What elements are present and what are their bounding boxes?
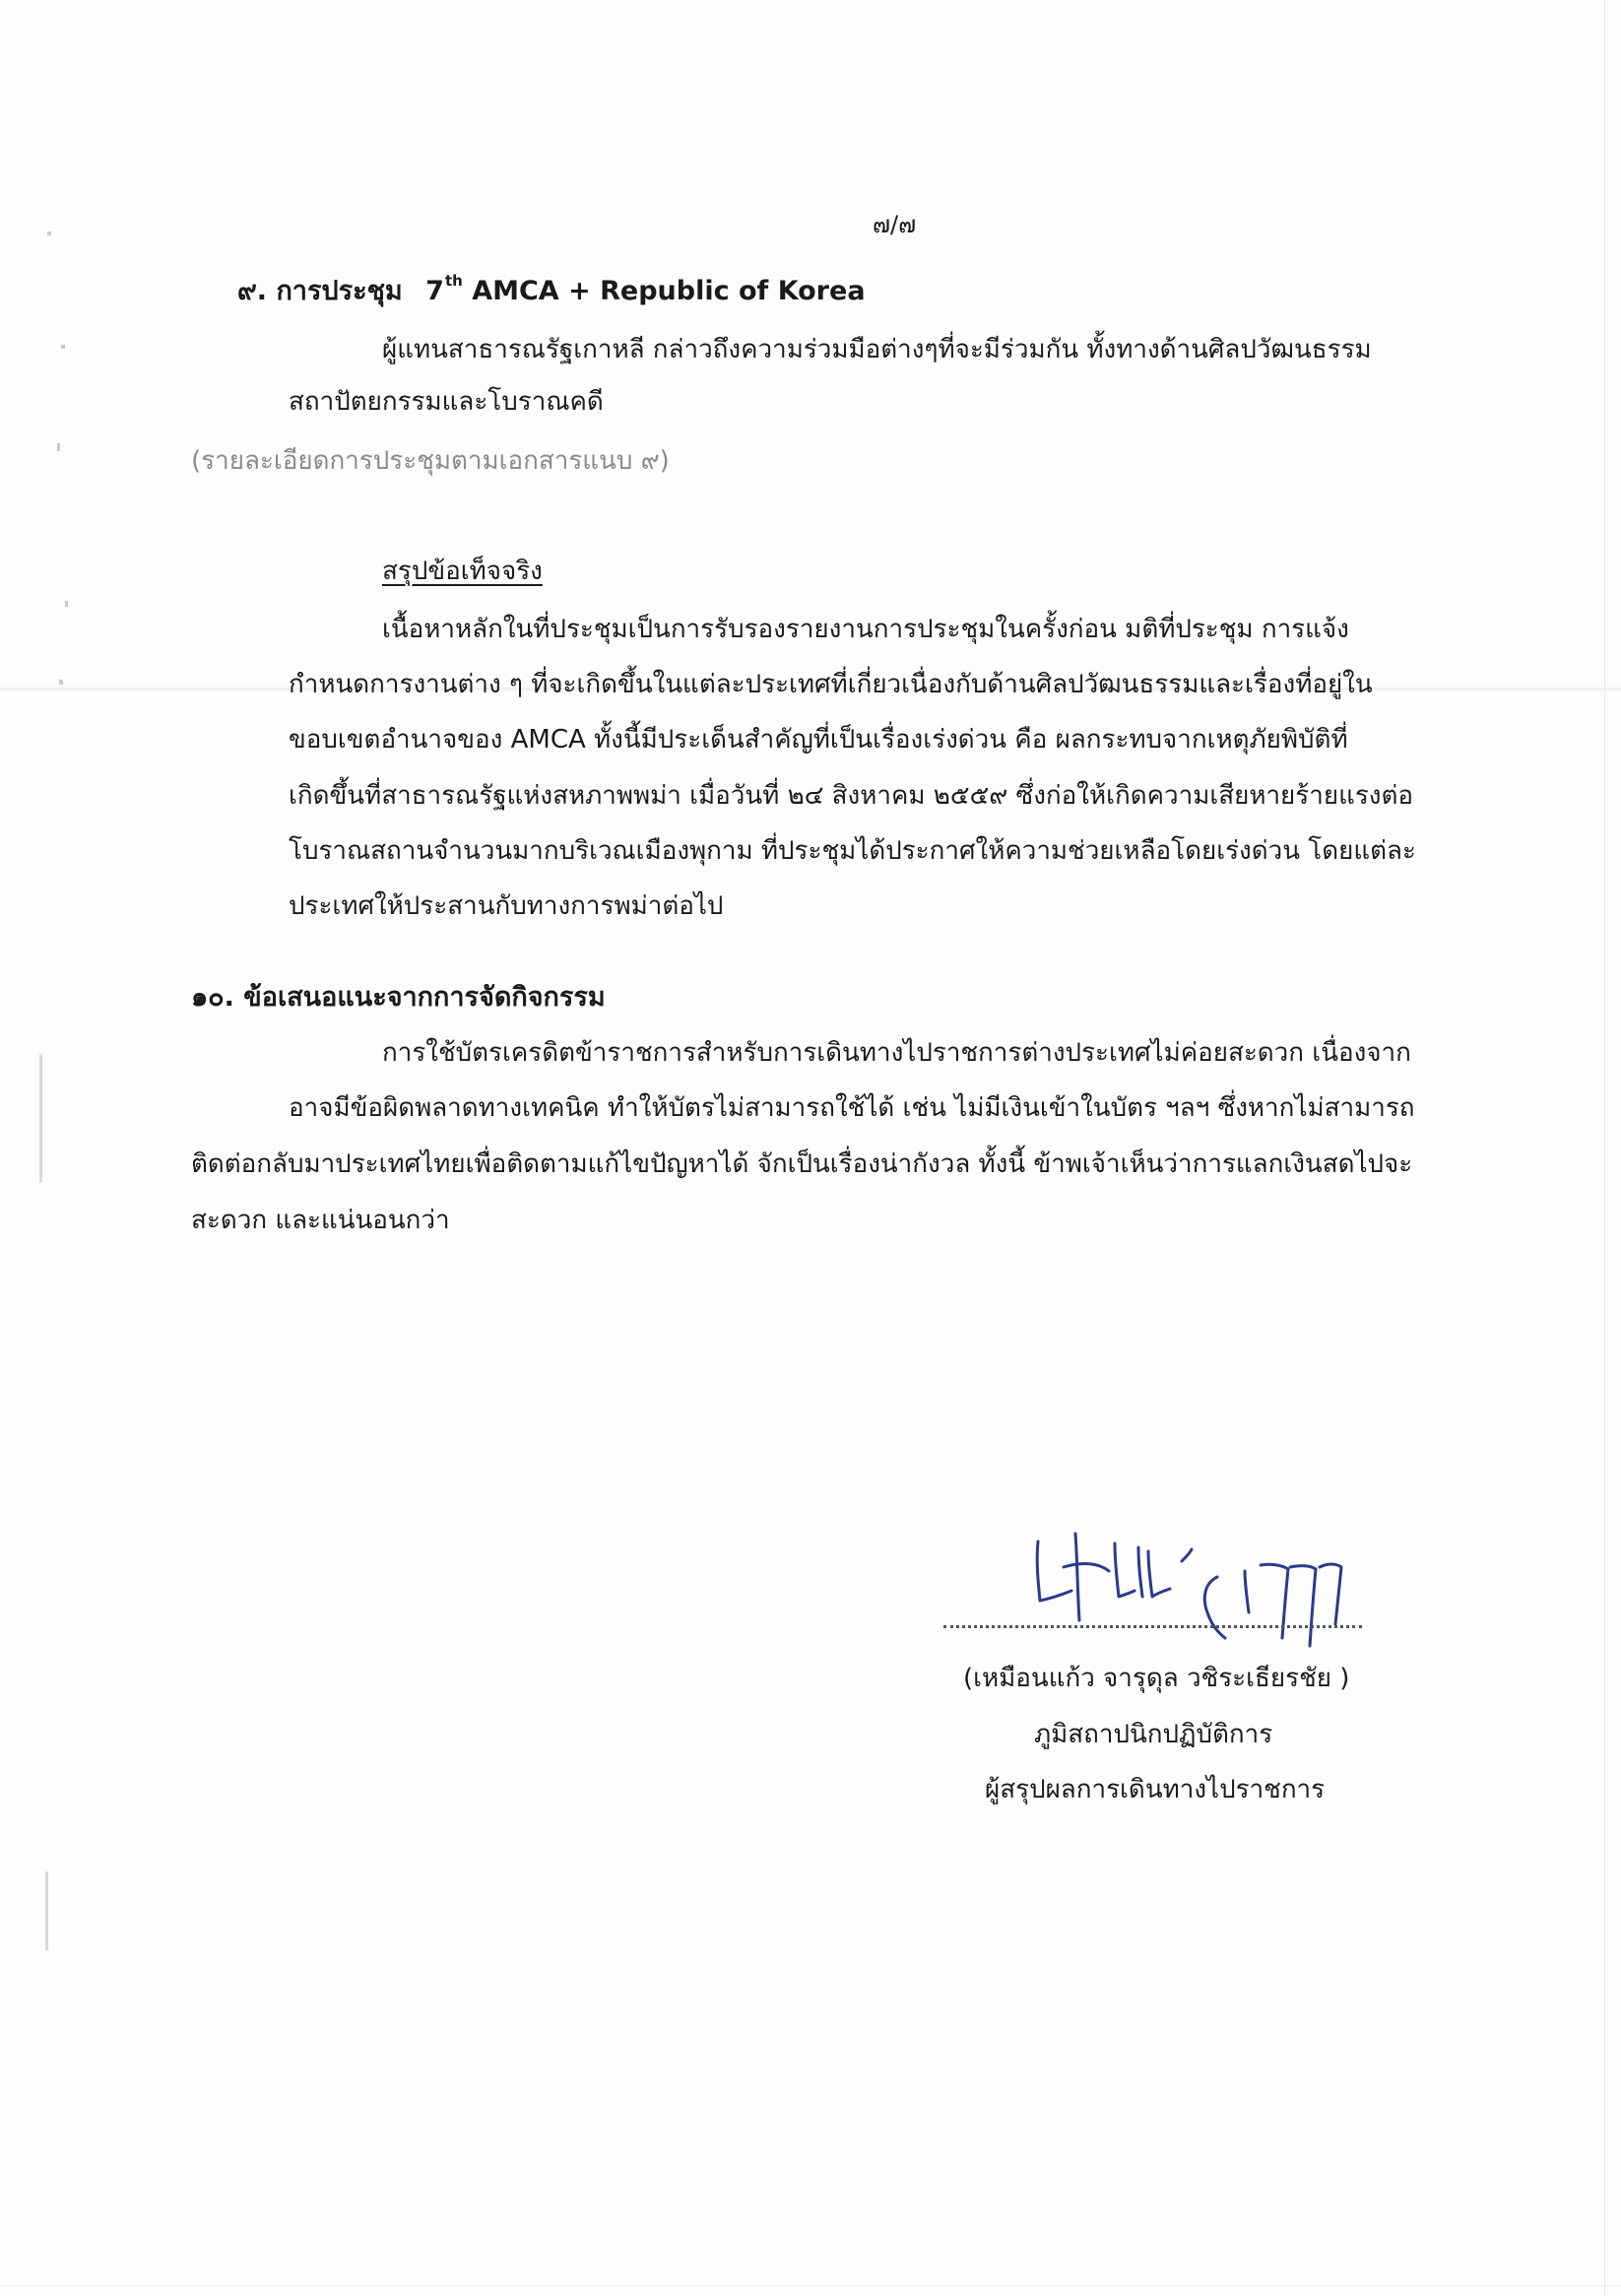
section-9-title-prefix: การประชุม xyxy=(276,276,403,306)
signer-name: (เหมือนแก้ว จารุดุล วชิระเธียรชัย ) xyxy=(963,1664,1350,1693)
margin-mark xyxy=(39,1054,42,1182)
summary-line: ขอบเขตอำนาจของ AMCA ทั้งนี้มีประเด็นสำคัญที่เป็นเรื่องเร่งด่วน คือ ผลกระทบจากเหตุภัยพิบัติที่ xyxy=(289,725,1348,754)
section-9-title-superscript: th xyxy=(444,272,463,290)
margin-mark xyxy=(61,345,65,349)
summary-line: กำหนดการงานต่าง ๆ ที่จะเกิดขึ้นในแต่ละประเทศที่เกี่ยวเนื่องกับด้านศิลปวัฒนธรรมและเรื่องที่อยู่ใน xyxy=(289,670,1373,699)
handwritten-signature xyxy=(1024,1522,1349,1655)
signature-line xyxy=(943,1625,1362,1628)
summary-line: เนื้อหาหลักในที่ประชุมเป็นการรับรองรายงานการประชุมในครั้งก่อน มติที่ประชุม การแจ้ง xyxy=(382,615,1349,644)
section-10-heading: ๑๐. ข้อเสนอแนะจากการจัดกิจกรรม xyxy=(191,982,606,1013)
section-10-line: สะดวก และแน่นอนกว่า xyxy=(191,1206,450,1235)
section-9-number: ๙. xyxy=(237,276,268,306)
margin-mark xyxy=(57,443,60,451)
section-10-line: การใช้บัตรเครดิตข้าราชการสำหรับการเดินทางไปราชการต่างประเทศไม่ค่อยสะดวก เนื่องจาก xyxy=(382,1038,1411,1068)
section-10-line: ติดต่อกลับมาประเทศไทยเพื่อติดตามแก้ไขปัญหาได้ จักเป็นเรื่องน่ากังวล ทั้งนี้ ข้าพเจ้าเห็นว่าการแลกเงินสดไปจะ xyxy=(191,1149,1413,1179)
section-9-paragraph-line: สถาปัตยกรรมและโบราณคดี xyxy=(289,387,604,417)
details-note: (รายละเอียดการประชุมตามเอกสารแนบ ๙) xyxy=(191,446,670,476)
margin-mark xyxy=(65,601,68,607)
section-9-title-rest: AMCA + Republic of Korea xyxy=(472,276,866,306)
signer-position: ภูมิสถาปนิกปฏิบัติการ xyxy=(1034,1720,1273,1749)
summary-line: ประเทศให้ประสานกับทางการพม่าต่อไป xyxy=(289,891,724,921)
page-number: ๗/๗ xyxy=(873,211,917,238)
margin-mark xyxy=(47,231,51,235)
section-9-paragraph-line: ผู้แทนสาธารณรัฐเกาหลี กล่าวถึงความร่วมมือต่างๆที่จะมีร่วมกัน ทั้งทางด้านศิลปวัฒนธรรม xyxy=(382,335,1372,364)
summary-title: สรุปข้อเท็จจริง xyxy=(382,557,543,586)
summary-line: โบราณสถานจำนวนมากบริเวณเมืองพุกาม ที่ประชุมได้ประกาศให้ความช่วยเหลือโดยเร่งด่วน โดยแต่ละ xyxy=(289,836,1416,866)
signer-role: ผู้สรุปผลการเดินทางไปราชการ xyxy=(985,1775,1326,1804)
margin-mark xyxy=(59,680,63,685)
summary-line: เกิดขึ้นที่สาธารณรัฐแห่งสหภาพพม่า เมื่อวันที่ ๒๔ สิงหาคม ๒๕๕๙ ซึ่งก่อให้เกิดความเสียหายร้ายแรงต่อ xyxy=(289,781,1414,811)
section-9-title-number: 7 xyxy=(425,276,444,306)
scan-edge-right xyxy=(1604,0,1605,2296)
margin-mark xyxy=(45,1871,48,1950)
section-10-line: อาจมีข้อผิดพลาดทางเทคนิค ทำให้บัตรไม่สามารถใช้ได้ เช่น ไม่มีเงินเข้าในบัตร ฯลฯ ซึ่งหากไม่สามารถ xyxy=(289,1093,1415,1123)
section-9-heading xyxy=(237,272,866,306)
scan-edge-bottom xyxy=(0,2285,1621,2286)
